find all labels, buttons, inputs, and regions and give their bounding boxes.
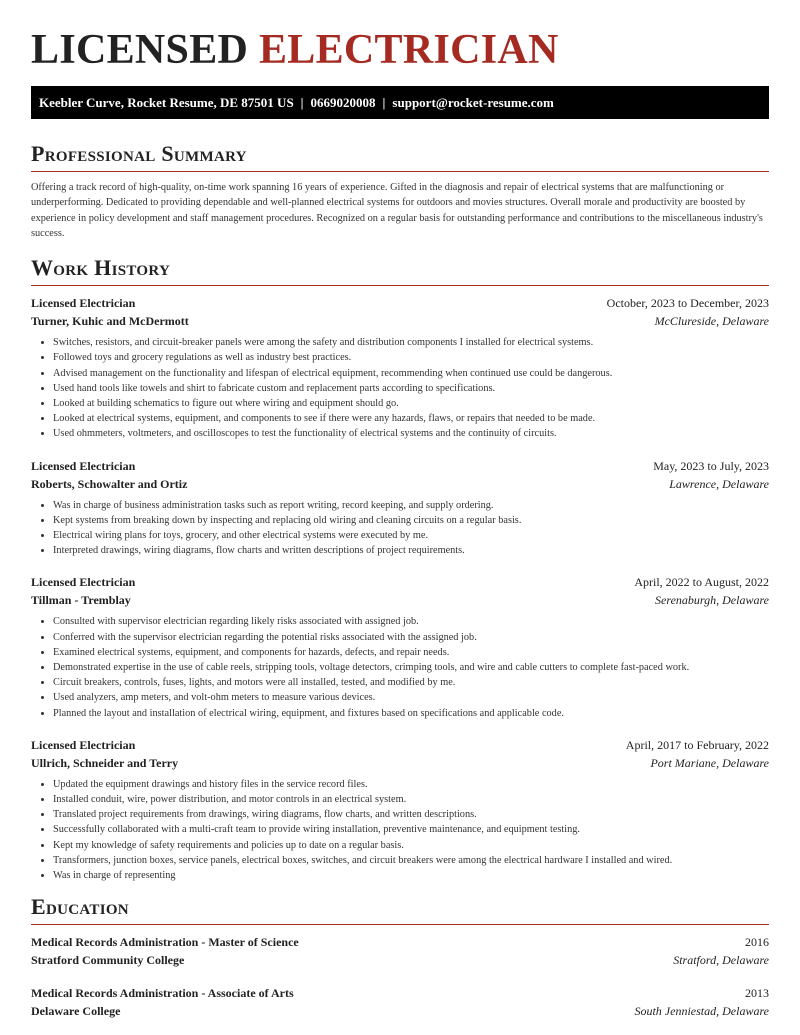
job-company-row [31,754,769,772]
job-entry [31,736,769,883]
education-entry [31,933,769,969]
company-name: Ullrich, Schneider and Terry [31,755,179,770]
job-bullet-list [31,498,769,559]
job-location: Lawrence, Delaware [669,476,769,491]
job-bullet: • Examined electrical systems, equipment, and components for hazards, defects, and repair needs. [53,645,769,660]
education-header-row [31,933,769,951]
job-header-row [31,573,769,591]
contact-bar [31,86,769,119]
job-company-row [31,312,769,330]
contact-email: support@rocket-resume.com [392,95,554,110]
degree: Medical Records Administration - Associate of Arts [31,986,294,1001]
degree: Medical Records Administration - Master of Science [31,935,299,950]
job-bullet: • Used ohmmeters, voltmeters, and oscilloscopes to test the functionality of electrical systems and the continuity of circuits. [53,426,769,441]
school-location: Stratford, Delaware [673,953,769,968]
job-bullet: • Kept my knowledge of safety requirements and policies up to date on a regular basis. [53,838,769,853]
job-bullet: • Conferred with the supervisor electrician regarding the potential risks associated with the assigned job. [53,630,769,645]
job-dates: April, 2017 to February, 2022 [625,737,769,752]
job-bullet: • Interpreted drawings, wiring diagrams, flow charts and written descriptions of project requirements. [53,543,769,558]
job-bullet: • Circuit breakers, controls, fuses, lights, and motors were all installed, tested, and modified by me. [53,675,769,690]
education-school-row [31,1002,769,1020]
company-name: Turner, Kuhic and McDermott [31,314,189,329]
school-name: Delaware College [31,1004,121,1019]
job-bullet: • Planned the layout and installation of electrical wiring, equipment, and fixtures based on specifications and applicable code. [53,706,769,721]
education-entry [31,984,769,1020]
job-bullet: • Successfully collaborated with a multi-craft team to provide wiring installation, preventive maintenance, and equipment testing. [53,822,769,837]
job-bullet: • Consulted with supervisor electrician regarding likely risks associated with assigned job. [53,614,769,629]
job-bullet: • Used hand tools like towels and shirt to fabricate custom and replacement parts according to specifications. [53,381,769,396]
job-bullet: • Translated project requirements from drawings, wiring diagrams, flow charts, and written descriptions. [53,807,769,822]
contact-separator: | [382,95,386,110]
job-bullet: • Updated the equipment drawings and history files in the service record files. [53,777,769,792]
job-title: Licensed Electrician [31,737,136,752]
job-location: McClureside, Delaware [654,314,769,329]
job-bullet: • Switches, resistors, and circuit-breaker panels were among the safety and distribution components I installed for electrical systems. [53,335,769,350]
job-bullet: • Installed conduit, wire, power distribution, and motor controls in an electrical system. [53,792,769,807]
job-company-row [31,591,769,609]
job-bullet: • Electrical wiring plans for toys, grocery, and other electrical systems were executed by me. [53,528,769,543]
work-history-heading: Work History [31,255,769,286]
job-header-row [31,294,769,312]
summary-heading: Professional Summary [31,141,769,172]
job-bullet: • Demonstrated expertise in the use of cable reels, stripping tools, voltage detectors, crimping tools, and wire and cable cutters to complete fast-paced work. [53,660,769,675]
contact-separator: | [300,95,304,110]
job-bullet: • Followed toys and grocery regulations as well as industry best practices. [53,350,769,365]
job-header-row [31,457,769,475]
education-school-row [31,951,769,969]
school-location: South Jenniestad, Delaware [634,1004,769,1019]
graduation-year: 2013 [745,986,769,1001]
job-company-row [31,475,769,493]
title-second-word: ELECTRICIAN [258,27,559,73]
job-bullet: • Used analyzers, amp meters, and volt-ohm meters to measure various devices. [53,690,769,705]
job-bullet: • Transformers, junction boxes, service panels, electrical boxes, switches, and circuit breakers were among the electrical hardware I installed and wired. [53,853,769,868]
contact-phone: 0669020008 [310,95,376,110]
job-bullet-list [31,614,769,720]
contact-address: Keebler Curve, Rocket Resume, DE 87501 US [39,95,294,110]
job-entry [31,294,769,441]
education-heading: Education [31,894,769,925]
job-dates: October, 2023 to December, 2023 [606,296,769,311]
education-list [31,933,769,1020]
resume-title [31,0,769,86]
job-location: Port Mariane, Delaware [650,755,769,770]
job-bullet: • Was in charge of representing [53,868,769,883]
company-name: Roberts, Schowalter and Ortiz [31,476,188,491]
graduation-year: 2016 [745,935,769,950]
work-history-list [31,294,769,883]
job-bullet-list [31,335,769,441]
job-entry [31,457,769,559]
job-title: Licensed Electrician [31,458,136,473]
summary-text: Offering a track record of high-quality, on-time work spanning 16 years of experience. Gifted in the diagnosis and repair of electrical systems that are malfunctioning or underperforming. Dedicated to providing dependable and well-planned electrical systems for outdoors and movies structures. Overall morale and productivity are boosted by experience in policy development and staff management procedures. Recognized on a regular basis for outstanding performance and contributions to the miscellaneous industry's success. [31,182,763,239]
job-bullet: • Advised management on the functionality and lifespan of electrical equipment, recommending when continued use could be dangerous. [53,366,769,381]
company-name: Tillman - Tremblay [31,593,131,608]
education-header-row [31,984,769,1002]
job-title: Licensed Electrician [31,296,136,311]
job-dates: April, 2022 to August, 2022 [634,575,769,590]
job-header-row [31,736,769,754]
job-bullet: • Looked at building schematics to figure out where wiring and equipment should go. [53,396,769,411]
job-bullet: • Kept systems from breaking down by inspecting and replacing old wiring and cleaning circuits on a regular basis. [53,513,769,528]
job-title: Licensed Electrician [31,575,136,590]
job-entry [31,573,769,720]
job-bullet: • Was in charge of business administration tasks such as report writing, record keeping, and supply ordering. [53,498,769,513]
title-first-word: LICENSED [31,27,249,73]
school-name: Stratford Community College [31,953,185,968]
job-location: Serenaburgh, Delaware [655,593,769,608]
job-bullet-list [31,777,769,883]
job-bullet: • Looked at electrical systems, equipment, and components to see if there were any hazards, flaws, or repairs that needed to be made. [53,411,769,426]
job-dates: May, 2023 to July, 2023 [653,458,769,473]
